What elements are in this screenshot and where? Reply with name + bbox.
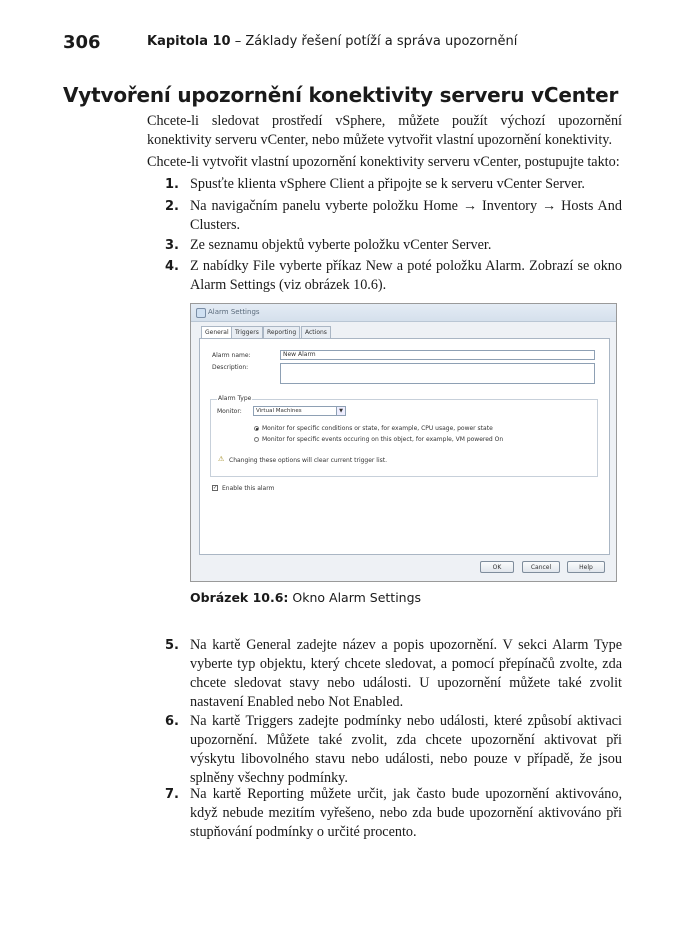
radio-events-label: Monitor for specific events occuring on this object, for example, VM powered On bbox=[262, 436, 504, 443]
alarm-name-input[interactable]: New Alarm bbox=[280, 350, 595, 360]
warning-text: Changing these options will clear current trigger list. bbox=[229, 457, 388, 464]
alarm-type-title: Alarm Type bbox=[218, 395, 252, 402]
step-number: 1. bbox=[165, 177, 179, 192]
lead-paragraph: Chcete-li vytvořit vlastní upozornění konektivity serveru vCenter, postupujte takto: bbox=[147, 154, 620, 170]
radio-conditions[interactable] bbox=[254, 426, 259, 431]
window-icon bbox=[196, 308, 206, 318]
section-title: Vytvoření upozornění konektivity serveru vCenter bbox=[63, 83, 619, 107]
chevron-down-icon: ▼ bbox=[336, 407, 345, 415]
alarm-name-label: Alarm name: bbox=[212, 352, 251, 359]
tab-actions[interactable]: Actions bbox=[301, 326, 331, 338]
step-number: 2. bbox=[165, 199, 179, 214]
help-button[interactable]: Help bbox=[567, 561, 605, 573]
caption-label: Obrázek 10.6: bbox=[190, 590, 289, 605]
step-text: Na kartě General zadejte název a popis upozornění. V sekci Alarm Type vyberte typ objektu, který chcete sledovat, a pomocí přepínačů zvolte, zda chcete sledovat stavy nebo události. U upozornění můžete také zvolit nastavení Enabled nebo Not Enabled. bbox=[190, 637, 622, 710]
monitor-value: Virtual Machines bbox=[256, 408, 302, 414]
radio-events[interactable] bbox=[254, 437, 259, 442]
step-number: 5. bbox=[165, 638, 179, 653]
step-number: 7. bbox=[165, 787, 179, 802]
page-number: 306 bbox=[63, 32, 101, 53]
description-label: Description: bbox=[212, 364, 249, 371]
running-head bbox=[147, 34, 517, 49]
monitor-label: Monitor: bbox=[217, 408, 242, 415]
monitor-select[interactable] bbox=[253, 406, 346, 416]
step-text: Ze seznamu objektů vyberte položku vCenter Server. bbox=[190, 237, 492, 253]
window-title: Alarm Settings bbox=[208, 308, 260, 316]
alarm-type-group bbox=[210, 395, 598, 477]
cancel-button[interactable]: Cancel bbox=[522, 561, 560, 573]
tab-general[interactable]: General bbox=[201, 326, 233, 339]
step-number: 6. bbox=[165, 714, 179, 729]
tab-reporting[interactable]: Reporting bbox=[263, 326, 300, 338]
step-number: 3. bbox=[165, 238, 179, 253]
enable-alarm-label: Enable this alarm bbox=[222, 485, 275, 492]
general-panel bbox=[199, 338, 610, 555]
step-text: Spusťte klienta vSphere Client a připojte se k serveru vCenter Server. bbox=[190, 176, 585, 192]
alarm-settings-screenshot bbox=[190, 303, 617, 582]
intro-paragraph: Chcete-li sledovat prostředí vSphere, můžete použít výchozí upozornění konektivity serveru vCenter, nebo můžete vytvořit vlastní upozornění konektivity. bbox=[147, 113, 622, 148]
step-text: Na navigačním panelu vyberte položku Home → Inventory → Hosts And Clusters. bbox=[190, 198, 622, 233]
window-title-bar bbox=[191, 304, 616, 322]
ok-button[interactable]: OK bbox=[480, 561, 514, 573]
caption-text: Okno Alarm Settings bbox=[288, 590, 422, 605]
enable-alarm-checkbox[interactable]: ✓ bbox=[213, 485, 218, 491]
description-input[interactable] bbox=[280, 363, 595, 384]
warning-icon: ⚠ bbox=[218, 455, 225, 463]
tab-triggers[interactable]: Triggers bbox=[231, 326, 263, 338]
chapter-label: Kapitola 10 bbox=[147, 34, 231, 49]
step-text: Na kartě Reporting můžete určit, jak často bude upozornění aktivováno, když nebude mezitím vyřešeno, nebo zda bude upozornění aktivováno při stupňování podmínky o určité procento. bbox=[190, 786, 622, 840]
step-text: Z nabídky File vyberte příkaz New a poté položku Alarm. Zobrazí se okno Alarm Settings (viz obrázek 10.6). bbox=[190, 258, 622, 293]
radio-conditions-label: Monitor for specific conditions or state, for example, CPU usage, power state bbox=[262, 425, 493, 432]
step-text: Na kartě Triggers zadejte podmínky nebo události, které způsobí aktivaci upozornění. Můžete také zvolit, zda chcete upozornění aktivovat při výskytu libovolného stavu nebo události, nebo pouze v případě, že jsou splněny všechny podmínky. bbox=[190, 713, 622, 786]
step-number: 4. bbox=[165, 259, 179, 274]
figure-caption bbox=[190, 590, 421, 605]
chapter-title: – Základy řešení potíží a správa upozornění bbox=[230, 34, 518, 49]
